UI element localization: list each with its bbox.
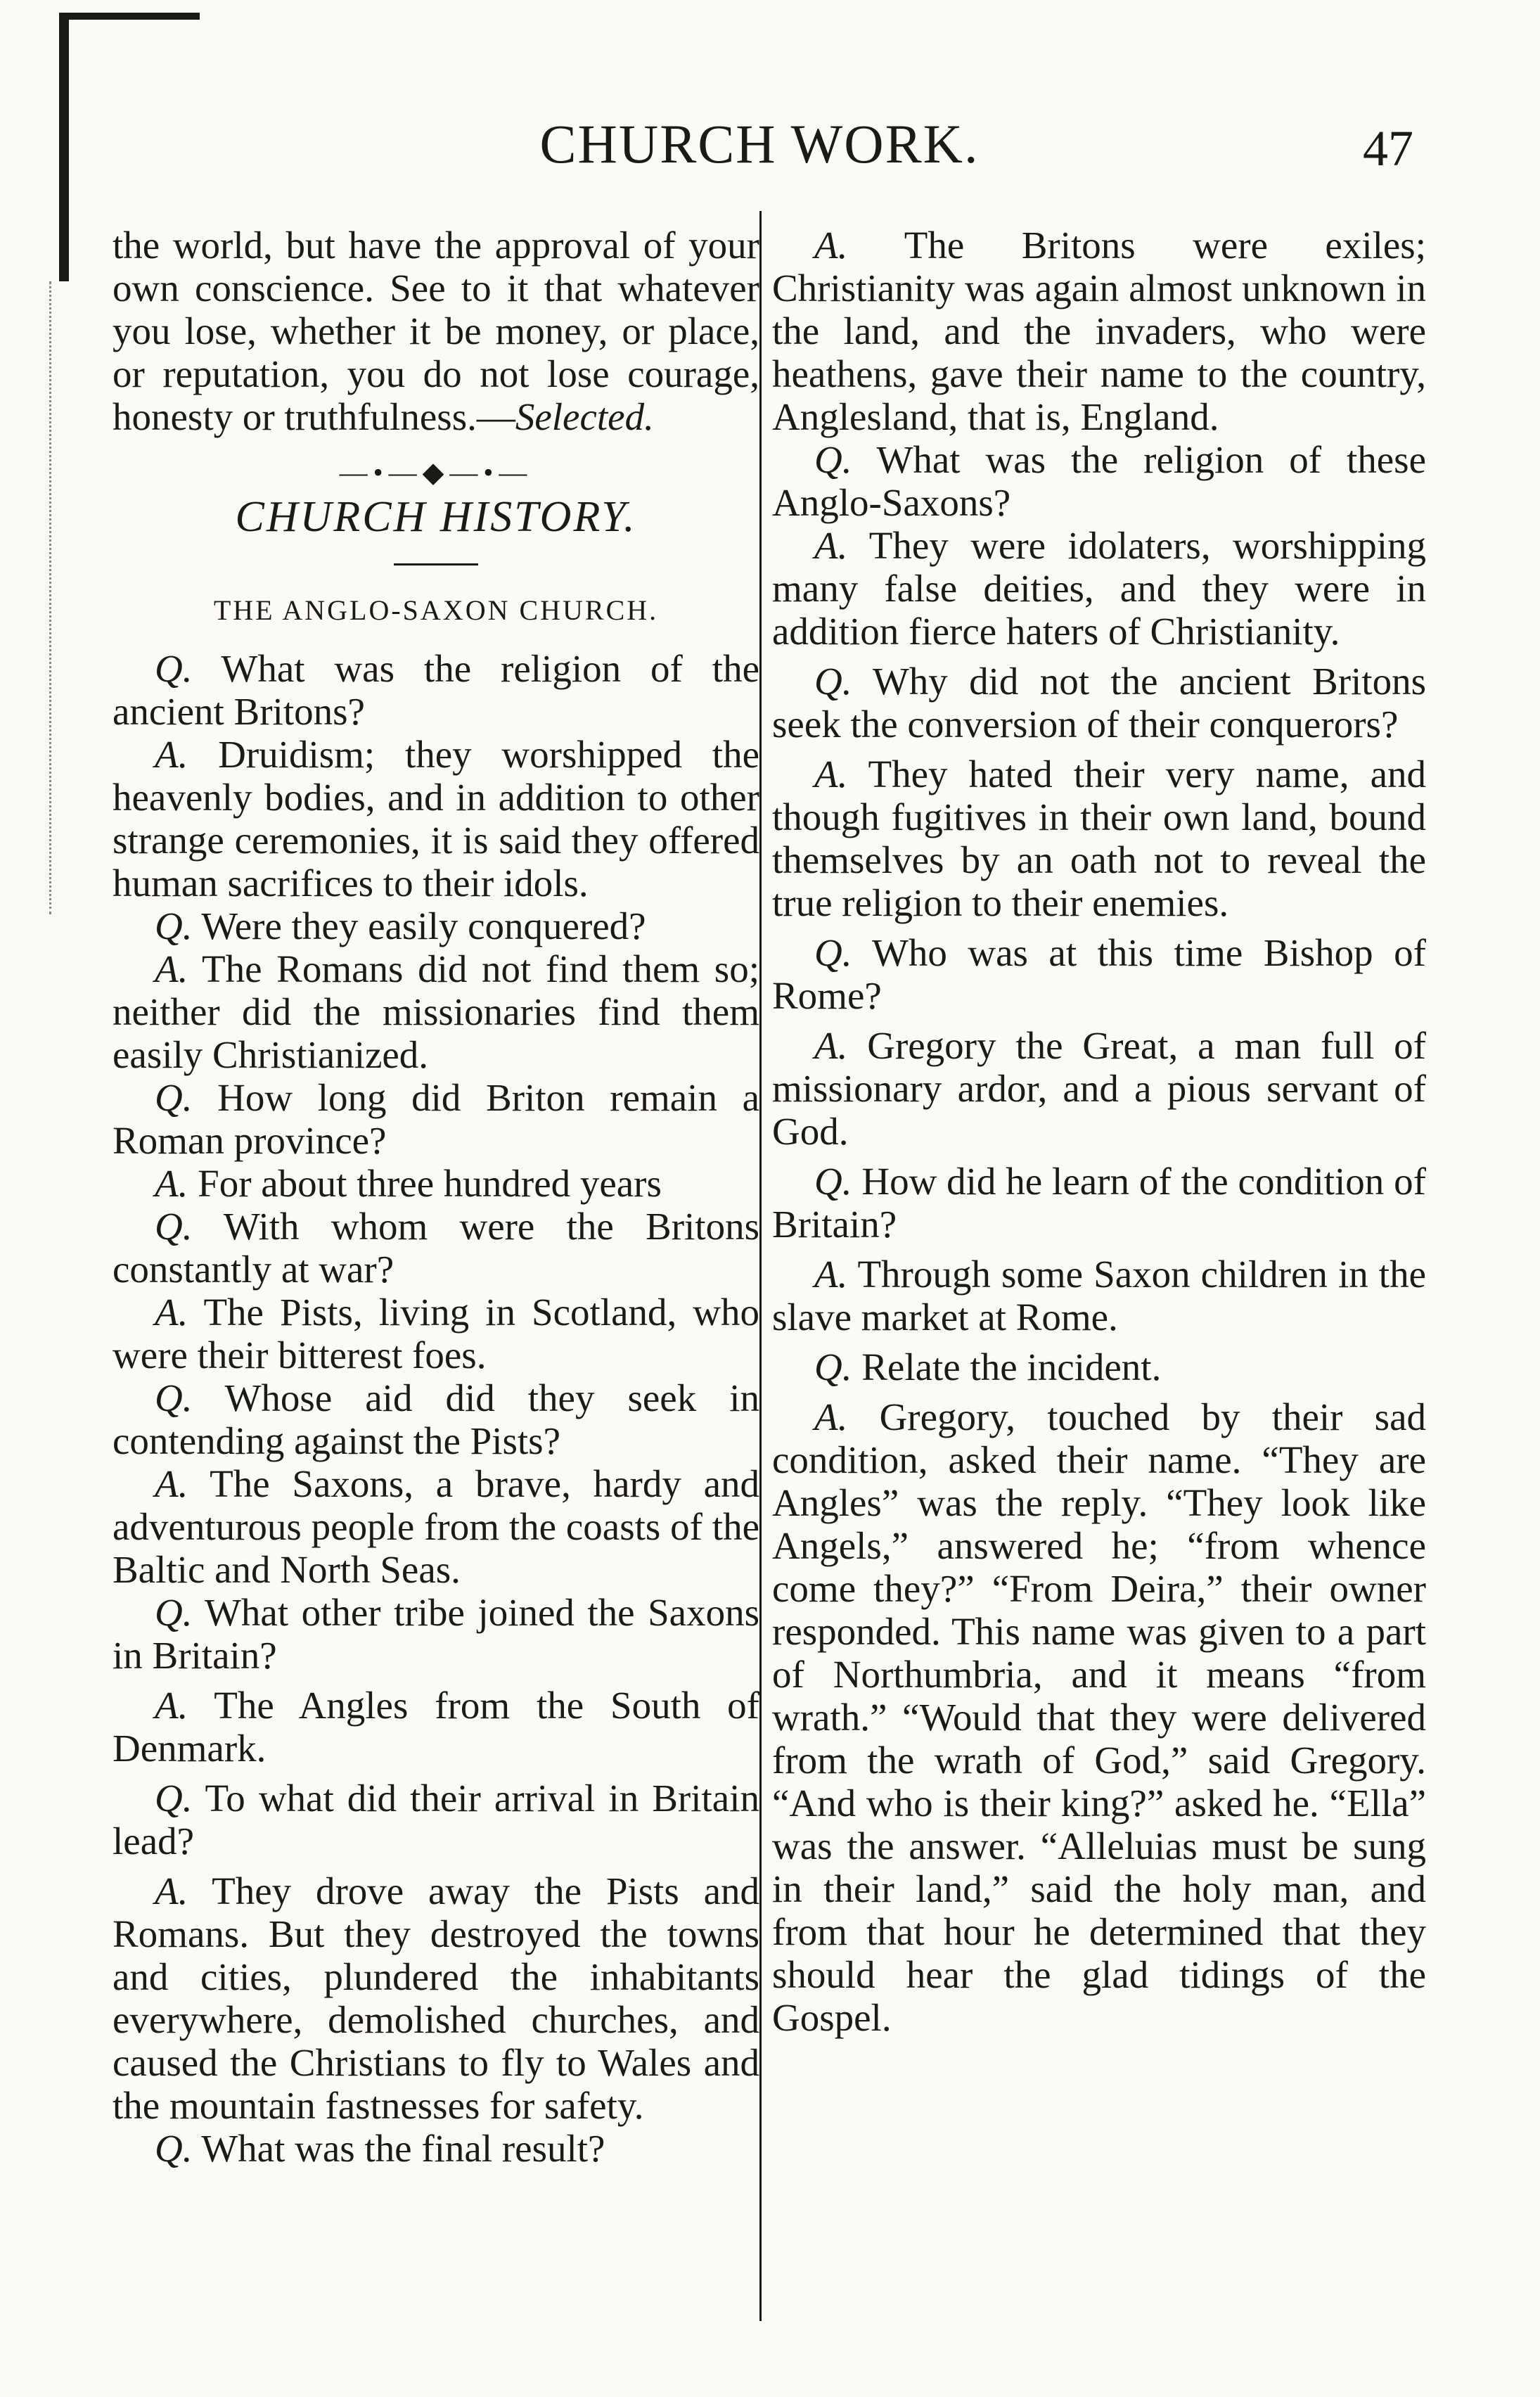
qa-item (772, 1253, 1426, 1338)
qa-item (772, 524, 1426, 653)
qa-label: A. (814, 753, 848, 795)
qa-label: A. (155, 1291, 188, 1334)
qa-item (113, 1291, 759, 1376)
qa-text: They were idolaters, worshipping many false deities, and they were in addition fierce haters of Christianity. (772, 524, 1426, 653)
qa-text: How long did Briton remain a Roman province? (113, 1076, 759, 1162)
qa-label: A. (155, 1869, 188, 1912)
qa-label: Q. (814, 931, 852, 974)
qa-item (113, 1684, 759, 1770)
qa-item (772, 753, 1426, 924)
qa-text: What was the final result? (201, 2127, 605, 2170)
qa-label: Q. (814, 1160, 852, 1203)
qa-label: A. (814, 524, 848, 567)
qa-text: Who was at this time Bishop of Rome? (772, 931, 1426, 1017)
qa-text: Through some Saxon children in the slave market at Rome. (772, 1253, 1426, 1338)
qa-label: A. (155, 1162, 188, 1205)
binding-margin-marks (49, 281, 56, 914)
qa-item (113, 1076, 759, 1162)
section-title: CHURCH HISTORY. (235, 493, 637, 541)
qa-label: Q. (155, 1205, 193, 1248)
qa-text: What other tribe joined the Saxons in Britain? (113, 1591, 759, 1677)
qa-text: How did he learn of the condition of Britain? (772, 1160, 1426, 1246)
qa-text: What was the religion of these Anglo-Saxons? (772, 438, 1426, 524)
qa-item (772, 1395, 1426, 2039)
qa-label: Q. (155, 905, 193, 947)
qa-text: With whom were the Britons constantly at war? (113, 1205, 759, 1291)
qa-item (113, 1205, 759, 1291)
right-column (772, 224, 1426, 2039)
running-head (0, 113, 1540, 190)
qa-label: Q. (155, 647, 193, 690)
qa-item (113, 1869, 759, 2127)
qa-label: Q. (814, 660, 852, 703)
qa-text: Whose aid did they seek in contending against the Pists? (113, 1376, 759, 1462)
qa-item (772, 438, 1426, 524)
qa-item (772, 931, 1426, 1017)
qa-label: A. (814, 224, 848, 267)
qa-text: Why did not the ancient Britons seek the conversion of their conquerors? (772, 660, 1426, 746)
qa-label: A. (155, 733, 188, 776)
column-rule (759, 211, 762, 2321)
qa-text: They drove away the Pists and Romans. But they destroyed the towns and cities, plundered the inhabitants everywhere, demolished churches, and caused the Christians to fly to Wales and the mountain fastnesses for safety. (113, 1869, 759, 2127)
title-rule (394, 563, 478, 565)
qa-label: Q. (155, 2127, 193, 2170)
page-number: 47 (1363, 120, 1413, 177)
qa-text: Druidism; they worshipped the heavenly bodies, and in addition to other strange ceremonies, it is said they offered human sacrifices to their idols. (113, 733, 759, 905)
qa-text: They hated their very name, and though fugitives in their own land, bound themselves by an oath not to reveal the true religion to their enemies. (772, 753, 1426, 924)
qa-label: A. (155, 947, 188, 990)
running-title: CHURCH WORK. (539, 113, 980, 174)
qa-item (113, 905, 759, 947)
qa-item (113, 733, 759, 905)
qa-text: Were they easily conquered? (201, 905, 646, 947)
qa-text: The Britons were exiles; Christianity was again almost unknown in the land, and the invaders, who were heathens, gave their name to the country, Anglesland, that is, England. (772, 224, 1426, 438)
qa-label: Q. (814, 438, 852, 481)
qa-item (772, 1024, 1426, 1153)
intro-text: the world, but have the approval of your own conscience. See to it that whatever you lose, whether it be money, or place, or reputation, you do not lose courage, honesty or truthfulness.— (113, 224, 759, 438)
qa-item (113, 947, 759, 1076)
intro-paragraph (113, 224, 759, 438)
qa-item (113, 1591, 759, 1677)
qa-item (113, 1777, 759, 1862)
qa-label: Q. (155, 1076, 193, 1119)
qa-text: What was the religion of the ancient Britons? (113, 647, 759, 733)
qa-label: A. (155, 1462, 188, 1505)
qa-text: Gregory, touched by their sad condition, asked their name. “They are Angles” was the reply. “They look like Angels,” answered he; “from whence come they?” “From Deira,” their owner responded. This name was given to a part of Northumbria, and it means “from wrath.” “Would that they were delivered from the wrath of God,” said Gregory. “And who is their king?” asked he. “Ella” was the answer. “Alleluias must be sung in their land,” said the holy man, and from that hour he determined that they should hear the glad tidings of the Gospel. (772, 1395, 1426, 2039)
qa-text: Relate the incident. (861, 1345, 1162, 1388)
qa-label: Q. (155, 1777, 193, 1820)
intro-signature: Selected. (515, 395, 654, 438)
qa-item (113, 1462, 759, 1591)
qa-item (113, 647, 759, 733)
qa-text: To what did their arrival in Britain lead? (113, 1777, 759, 1862)
qa-item (772, 1345, 1426, 1388)
qa-text: Gregory the Great, a man full of missionary ardor, and a pious servant of God. (772, 1024, 1427, 1153)
qa-label: Q. (814, 1345, 852, 1388)
qa-item (113, 1162, 759, 1205)
qa-item (113, 2127, 759, 2170)
ornament-divider: —•—◆—•— (339, 456, 533, 488)
qa-text: The Saxons, a brave, hardy and adventurous people from the coasts of the Baltic and North Seas. (113, 1462, 759, 1591)
qa-label: Q. (155, 1591, 193, 1634)
qa-label: A. (155, 1684, 188, 1727)
qa-label: A. (814, 1024, 848, 1067)
qa-label: A. (814, 1253, 848, 1296)
qa-item (772, 660, 1426, 746)
left-column (113, 224, 759, 2170)
qa-item (113, 1376, 759, 1462)
qa-text: The Romans did not find them so; neither did the missionaries find them easily Christianized. (113, 947, 759, 1076)
binding-edge-top (59, 13, 200, 20)
qa-item (772, 224, 1426, 438)
qa-text: The Pists, living in Scotland, who were their bitterest foes. (113, 1291, 760, 1376)
qa-item (772, 1160, 1426, 1246)
qa-label: A. (814, 1395, 848, 1438)
qa-text: For about three hundred years (198, 1162, 662, 1205)
subheading: THE ANGLO-SAXON CHURCH. (213, 594, 659, 626)
qa-text: The Angles from the South of Denmark. (113, 1684, 760, 1770)
qa-label: Q. (155, 1376, 193, 1419)
